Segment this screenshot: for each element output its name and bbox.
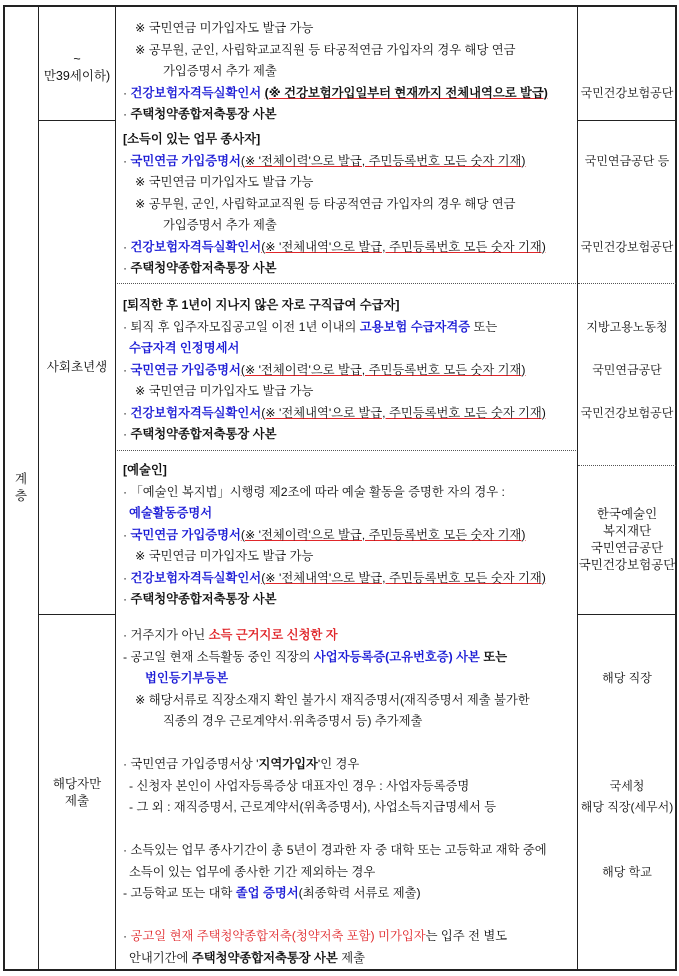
text-run: (최종학력 서류로 제출) [298,886,421,900]
spacer [578,172,676,194]
issuance-note: (※ '전체이력'으로 발급, 주민등록번호 모든 숫자 기재) [240,362,526,377]
text-run: 또는 [479,649,508,664]
text-run: ※ 공무원, 군인, 사립학교교직원 등 타공적연금 가입자의 경우 해당 연금 [135,196,516,211]
requirement-line [123,647,576,669]
text-run: [퇴직한 후 1년이 지나지 않은 자로 구직급여 수급자] [123,298,400,312]
agency-divider [578,465,676,466]
spacer [578,948,676,970]
text-run: 공고일 현재 주택청약종합저축(청약저축 포함) 미가입자 [130,929,426,943]
text-run: - 그 외 : 재직증명서, 근로계약서(위촉증명서), 사업소득지급명세서 등 [129,800,497,814]
text-run: · 국민연금 가입증명서상 ' [123,757,259,771]
category-cell [4,6,39,970]
text-run: ※ 국민연금 미가입자도 발급 가능 [135,21,314,35]
requirement-line [123,258,576,280]
text-run: 제출 [337,950,365,965]
spacer [578,883,676,905]
spacer [578,905,676,927]
issuing-agency: 지방고용노동청 [586,319,668,334]
requirements-section [116,460,576,611]
requirements-section [116,18,576,126]
text-run: 지역가입자 [258,757,318,771]
requirement-line [123,295,576,317]
spacer [578,215,676,237]
text-run: ※ 국민연금 미가입자도 발급 가능 [135,175,314,189]
document-name: 건강보험자격득실확인서 [130,570,262,585]
document-name: 졸업 증명서 [235,886,299,900]
group-cell [39,121,116,615]
issuing-agency: 국민건강보험공단 [580,239,674,254]
spacer [578,647,676,669]
document-name: 수급자격 인정명세서 [129,341,240,355]
text-run: · [123,107,131,121]
issuing-agency: 국민건강보험공단 [578,558,676,572]
requirement-line [123,926,576,948]
requirement-line [123,61,576,83]
spacer [578,194,676,216]
document-name: 고용보험 수급자격증 [359,319,471,334]
text-run: ※ 해당서류로 직장소재지 확인 불가시 재직증명서(재직증명서 제출 불가한 [135,692,530,707]
text-run: · [123,570,131,585]
text-run: 가입증명서 추가 제출 [163,218,277,232]
requirement-line [123,625,576,647]
text-run: · [123,427,131,441]
group-label: 사회초년생 [46,360,108,374]
requirement-line [123,525,576,547]
requirement-line [123,589,576,611]
text-run: ※ 국민연금 미가입자도 발급 가능 [135,549,314,563]
spacer [578,338,676,360]
document-name: 국민연금 가입증명서 [130,362,241,377]
requirement-line [123,797,576,819]
group-cell [39,6,116,121]
text-run: ※ 국민연금 미가입자도 발급 가능 [135,384,314,398]
spacer [578,424,676,446]
requirement-line [123,317,576,339]
category-label: 계 층 [14,472,28,503]
agency-divider [578,283,676,284]
text-run: 주택청약종합저축통장 사본 [191,950,338,965]
spacer [578,840,676,862]
issuing-agency-list [578,18,676,126]
document-name: 국민연금 가입증명서 [130,153,241,168]
issuing-agency: 해당 직장(세무서) [580,800,674,814]
requirements-section [116,129,576,280]
text-run: · [123,239,131,254]
text-run: 주택청약종합저축통장 사본 [130,427,277,441]
requirement-line [123,905,576,927]
issuing-agency-list [578,295,676,446]
text-run: · [123,261,131,275]
requirement-line [123,172,576,194]
issuing-agency: 국민건강보험공단 [580,85,674,100]
requirement-line [123,690,576,712]
text-run: · 거주지가 아닌 [123,628,209,642]
spacer [578,733,676,755]
requirement-line [123,668,576,690]
spacer [578,754,676,776]
issuing-agency-list [578,625,676,969]
document-name: 국민연금 가입증명서 [130,527,241,542]
requirement-line [123,151,576,173]
requirement-line [123,40,576,62]
issuance-note: (※ '전체이력'으로 발급, 주민등록번호 모든 숫자 기재) [240,527,526,542]
document-name: 예술활동증명서 [129,506,213,520]
text-run: '인 경우 [317,757,360,771]
text-run: · [123,85,131,100]
requirement-line [123,338,576,360]
requirement-line [123,424,576,446]
text-run: - 고등학교 또는 대학 [123,886,236,900]
requirement-line [123,18,576,40]
document-name: 건강보험자격득실확인서 [130,405,262,420]
text-run: · [123,153,131,168]
issuance-note: (※ '전체내역'으로 발급, 주민등록번호 모든 숫자 기재) [261,405,546,420]
requirement-line [123,83,576,105]
group-label: ~ 만39세이하) [43,52,111,83]
requirement-line [123,862,576,884]
issuing-agency: 복지재단 [602,524,652,538]
spacer [578,258,676,280]
text-run: 소득이 있는 업무에 종사한 기간 제외하는 경우 [129,864,376,879]
requirement-line [123,215,576,237]
text-run: - 공고일 현재 소득활동 중인 직장의 [123,649,314,664]
issuing-agency-list [578,465,676,615]
requirement-line [123,129,576,151]
spacer [578,18,676,40]
spacer [578,129,676,151]
issuance-note: (※ '전체내역'으로 발급, 주민등록번호 모든 숫자 기재) [261,570,546,585]
text-run: 는 입주 전 별도 [425,929,508,943]
requirement-line [123,883,576,905]
requirement-line [123,360,576,382]
text-run: · [123,592,131,606]
requirement-line [123,194,576,216]
spacer [578,625,676,647]
requirement-line [123,403,576,425]
text-run: · [123,929,131,943]
requirement-line [123,568,576,590]
requirement-line [123,840,576,862]
issuance-note: (※ '전체이력'으로 발급, 주민등록번호 모든 숫자 기재) [240,153,526,168]
document-name: 건강보험자격득실확인서 [130,239,262,254]
document-name: 사업자등록증(고유번호증) 사본 [313,649,480,664]
spacer [578,381,676,403]
requirement-line [123,754,576,776]
group-label: 해당자만 제출 [52,776,102,808]
issuing-agency: 해당 학교 [602,864,652,879]
text-run: · [123,527,131,542]
spacer [578,40,676,62]
text-run: [소득이 있는 업무 종사자] [123,132,261,146]
issuing-agency: 국민연금공단 등 [584,153,670,168]
requirements-section [116,625,576,969]
spacer [578,926,676,948]
issuing-agency: 국세청 [609,778,645,793]
requirement-line [123,948,576,970]
issuing-agency: 국민연금공단 [590,541,664,555]
requirement-line [123,381,576,403]
requirement-line [123,503,576,525]
requirement-line [123,482,576,504]
issuing-agency: 해당 직장 [602,671,652,685]
spacer [578,690,676,712]
text-run: · 소득있는 업무 종사기간이 총 5년이 경과한 자 중 대학 또는 고등학교 재학 중에 [123,843,547,857]
text-run: 직종의 경우 근로계약서·위촉증명서 등) 추가제출 [163,714,423,728]
issuing-agency: 한국예술인 [596,507,658,521]
document-name: 건강보험자격득실확인서 [130,85,265,100]
section-divider [117,450,576,451]
requirement-line [123,104,576,126]
spacer [578,61,676,83]
requirement-line [123,546,576,568]
issuing-agency: 국민건강보험공단 [580,405,674,420]
document-name: 법인등기부등본 [145,671,229,685]
spacer [578,819,676,841]
text-run: 주택청약종합저축통장 사본 [130,261,277,275]
text-run: - 신청자 본인이 사업자등록증상 대표자인 경우 : 사업자등록증명 [129,778,470,793]
text-run: [예술인] [123,463,167,477]
text-run: · 「예술인 복지법」시행령 제2조에 따라 예술 활동을 증명한 자의 경우 : [123,484,505,499]
spacer [578,295,676,317]
requirement-line [123,776,576,798]
issuance-note: (※ 건강보험가입일부터 현재까지 전체내역으로 발급) [264,85,548,100]
group-cell [39,615,116,970]
issuing-agency: 국민연금공단 [592,362,662,377]
requirement-line [123,711,576,733]
text-run: 주택청약종합저축통장 사본 [130,107,277,121]
requirement-line [123,237,576,259]
text-run: 소득 근거지로 신청한 자 [208,628,338,642]
text-run: 안내기간에 [129,950,192,965]
text-run: · 퇴직 후 입주자모집공고일 이전 1년 이내의 [123,319,360,334]
text-run: 또는 [470,319,498,334]
text-run: ※ 공무원, 군인, 사립학교교직원 등 타공적연금 가입자의 경우 해당 연금 [135,42,516,57]
issuing-agency-list [578,129,676,280]
section-divider [117,283,576,284]
requirement-line [123,819,576,841]
text-run: 가입증명서 추가 제출 [163,64,277,78]
requirements-section [116,295,576,446]
requirement-line [123,460,576,482]
text-run: 주택청약종합저축통장 사본 [130,592,277,606]
text-run: · [123,405,131,420]
requirement-line [123,733,576,755]
text-run: · [123,362,131,377]
issuance-note: (※ '전체내역'으로 발급, 주민등록번호 모든 숫자 기재) [261,239,546,254]
spacer [578,711,676,733]
